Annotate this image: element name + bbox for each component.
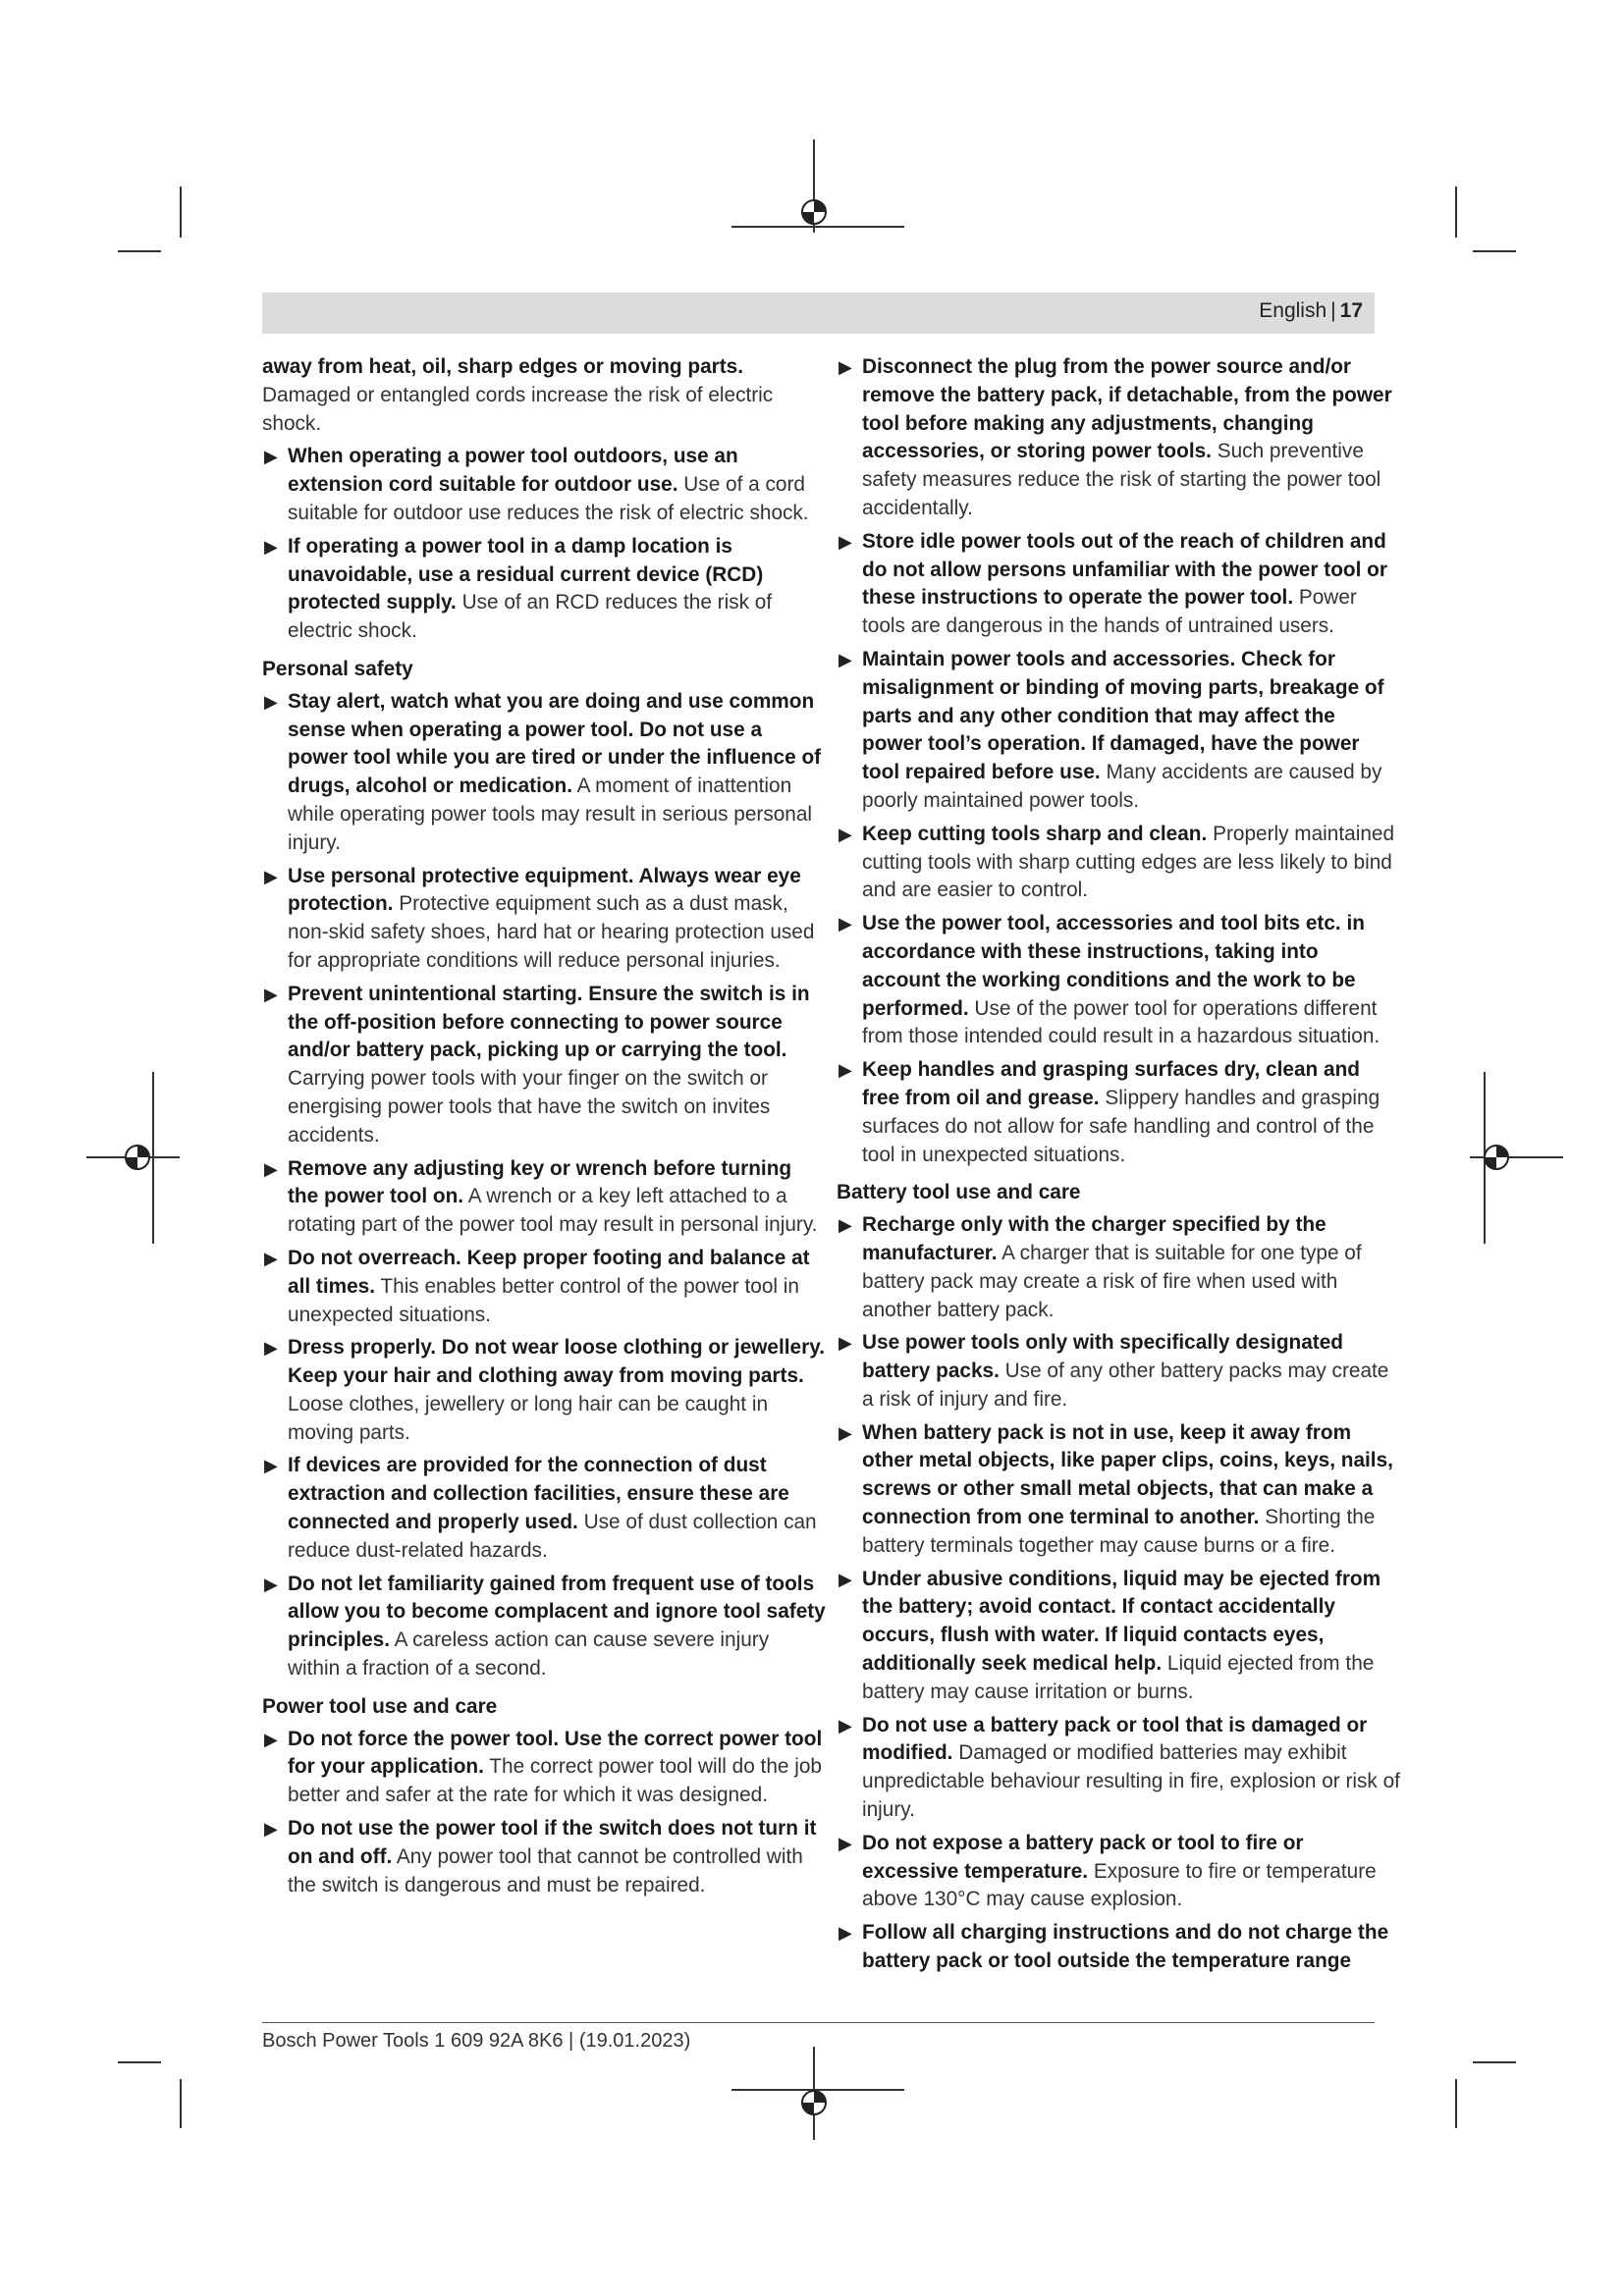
bullet-arrow-icon: ▶: [264, 691, 278, 712]
item-text: Such preventive safety measures reduce the risk of starting the power tool accidentally.: [862, 440, 1381, 519]
item-bold: Do not use a battery pack or tool that is damaged or modified.: [862, 1713, 1368, 1765]
item-text: Use of the power tool for operations different from those intended could result in a hazardous situation.: [862, 996, 1380, 1048]
list-item: [262, 981, 826, 1150]
registration-line: [731, 226, 904, 228]
item-bold: Remove any adjusting key or wrench before turning the power tool on.: [288, 1156, 792, 1208]
list-item: [262, 1155, 826, 1240]
bullet-arrow-icon: ▶: [839, 824, 852, 844]
list-item: [837, 1919, 1400, 1976]
item-bold: Use power tools only with specifically designated battery packs.: [862, 1331, 1343, 1383]
bullet-arrow-icon: ▶: [839, 1833, 852, 1853]
crop-mark: [118, 2061, 161, 2063]
list-item: [262, 1815, 826, 1899]
bullet-arrow-icon: ▶: [264, 1456, 278, 1476]
item-text: Protective equipment such as a dust mask, non-skid safety shoes, hard hat or hearing protection used for appropriate conditions will reduce personal injuries.: [288, 892, 815, 972]
list-item: [837, 1056, 1400, 1169]
continuation-paragraph: [262, 353, 826, 438]
registration-target-icon: [801, 199, 827, 225]
item-bold: Keep handles and grasping surfaces dry, clean and free from oil and grease.: [862, 1058, 1360, 1109]
crop-mark: [180, 2079, 182, 2128]
list-item: [837, 1566, 1400, 1707]
left-column: [262, 353, 826, 1904]
item-bold: Under abusive conditions, liquid may be ejected from the battery; avoid contact. If contact accidentally occurs, flush with water. If liquid contacts eyes, additionally seek medical help.: [862, 1567, 1381, 1676]
item-bold: When battery pack is not in use, keep it away from other metal objects, like paper clips, coins, keys, nails, screws or other small metal objects, that can make a connection from one terminal to another.: [862, 1420, 1393, 1529]
list-item: [837, 1830, 1400, 1914]
section-heading: Power tool use and care: [262, 1694, 498, 1718]
bullet-arrow-icon: ▶: [839, 1215, 852, 1236]
bullet-arrow-icon: ▶: [839, 357, 852, 377]
page-footer: Bosch Power Tools 1 609 92A 8K6 | (19.01.2023): [262, 2030, 691, 2052]
crop-mark: [1455, 2079, 1457, 2128]
crop-mark: [1473, 2061, 1516, 2063]
list-item: [837, 1211, 1400, 1324]
item-text: Loose clothes, jewellery or long hair can be caught in moving parts.: [288, 1392, 769, 1444]
bullet-arrow-icon: ▶: [264, 1574, 278, 1594]
item-text: A moment of inattention while operating power tools may result in serious personal injury.: [288, 774, 813, 854]
item-text: Power tools are dangerous in the hands of untrained users.: [862, 586, 1357, 638]
item-bold: Maintain power tools and accessories. Check for misalignment or binding of moving parts, breakage of parts and any other condition that may affect the power tool’s operation. If damaged, have the power tool repaired before use.: [862, 647, 1384, 784]
bullet-arrow-icon: ▶: [264, 984, 278, 1004]
crop-mark: [1455, 187, 1457, 238]
item-text: Properly maintained cutting tools with sharp cutting edges are less likely to bind and are easier to control.: [862, 822, 1395, 902]
item-text: Any power tool that cannot be controlled with the switch is dangerous and must be repaired.: [288, 1844, 803, 1896]
item-text: Many accidents are caused by poorly maintained power tools.: [862, 761, 1382, 812]
bullet-arrow-icon: ▶: [839, 531, 852, 552]
item-text: Carrying power tools with your finger on the switch or energising power tools that have the switch on invites accidents.: [288, 1067, 771, 1147]
header-label: [1259, 299, 1375, 323]
list-item: [837, 910, 1400, 1051]
item-bold: Store idle power tools out of the reach of children and do not allow persons unfamiliar with the power tool or these instructions to operate the power tool.: [862, 529, 1387, 610]
item-text: Liquid ejected from the battery may cause irritation or burns.: [862, 1652, 1375, 1703]
bullet-arrow-icon: ▶: [839, 649, 852, 669]
item-text: A careless action can cause severe injury within a fraction of a second.: [288, 1629, 770, 1681]
bullet-arrow-icon: ▶: [264, 1729, 278, 1749]
item-bold: Do not expose a battery pack or tool to fire or excessive temperature.: [862, 1831, 1304, 1883]
footer-divider: [262, 2022, 1375, 2023]
list-item: [262, 533, 826, 646]
header-language: English: [1259, 299, 1327, 322]
list-item: [262, 1571, 826, 1683]
bullet-arrow-icon: ▶: [839, 914, 852, 934]
item-bold: Do not use the power tool if the switch does not turn it on and off.: [288, 1817, 817, 1868]
item-bold: Do not overreach. Keep proper footing and balance at all times.: [288, 1246, 810, 1298]
item-bold: Disconnect the plug from the power source and/or remove the battery pack, if detachable, from the power tool before making any adjustments, changing accessories, or storing power tools.: [862, 355, 1392, 463]
item-bold: Stay alert, watch what you are doing and use common sense when operating a power tool. Do not use a power tool while you are tired or under the influence of drugs, alcohol or medication.: [288, 689, 822, 798]
item-text: A wrench or a key left attached to a rotating part of the power tool may result in personal injury.: [288, 1185, 818, 1237]
registration-target-icon: [125, 1145, 150, 1170]
item-text: This enables better control of the power tool in unexpected situations.: [288, 1274, 799, 1326]
item-text: Shorting the battery terminals together may cause burns or a fire.: [862, 1506, 1376, 1557]
item-bold: Use the power tool, accessories and tool bits etc. in accordance with these instructions, taking into account the working conditions and the work to be performed.: [862, 912, 1365, 1020]
registration-target-icon: [801, 2090, 827, 2115]
item-text: Use of a cord suitable for outdoor use reduces the risk of electric shock.: [288, 473, 809, 524]
item-bold: If operating a power tool in a damp location is unavoidable, use a residual current device (RCD) protected supply.: [288, 534, 764, 614]
section-heading: Personal safety: [262, 657, 413, 680]
item-text: Exposure to fire or temperature above 130°C may cause explosion.: [862, 1859, 1377, 1911]
list-item: [837, 821, 1400, 905]
item-text: Use of an RCD reduces the risk of electric shock.: [288, 591, 773, 643]
list-item: [262, 1334, 826, 1447]
bullet-arrow-icon: ▶: [839, 1060, 852, 1081]
item-text: Use of any other battery packs may create a risk of injury and fire.: [862, 1360, 1389, 1411]
bullet-arrow-icon: ▶: [264, 447, 278, 467]
bullet-arrow-icon: ▶: [839, 1422, 852, 1443]
item-bold: Follow all charging instructions and do not charge the battery pack or tool outside the temperature range: [862, 1921, 1389, 1973]
item-bold: Recharge only with the charger specified by the manufacturer.: [862, 1213, 1326, 1264]
item-bold: Keep cutting tools sharp and clean.: [862, 822, 1208, 845]
crop-mark: [118, 250, 161, 252]
list-item: [837, 528, 1400, 641]
bullet-arrow-icon: ▶: [839, 1923, 852, 1944]
bullet-arrow-icon: ▶: [264, 1248, 278, 1268]
bullet-arrow-icon: ▶: [264, 1158, 278, 1179]
list-item: [262, 1726, 826, 1810]
crop-mark: [180, 187, 182, 238]
bullet-arrow-icon: ▶: [839, 1715, 852, 1735]
item-bold: If devices are provided for the connection of dust extraction and collection facilities, ensure these are connected and properly used.: [288, 1454, 789, 1534]
list-item: [262, 688, 826, 858]
item-bold: Use personal protective equipment. Always wear eye protection.: [288, 864, 801, 916]
item-text: The correct power tool will do the job better and safer at the rate for which it was designed.: [288, 1755, 822, 1807]
list-item: [262, 1245, 826, 1329]
item-bold: Do not force the power tool. Use the correct power tool for your application.: [288, 1727, 823, 1779]
item-text: Use of dust collection can reduce dust-related hazards.: [288, 1511, 817, 1562]
list-item: [837, 1712, 1400, 1825]
list-item: [837, 1329, 1400, 1414]
item-bold: Dress properly. Do not wear loose clothing or jewellery. Keep your hair and clothing away from moving parts.: [288, 1336, 826, 1388]
page-header: [262, 293, 1375, 334]
header-separator: |: [1330, 299, 1336, 322]
bullet-arrow-icon: ▶: [264, 1819, 278, 1840]
item-bold: When operating a power tool outdoors, use an extension cord suitable for outdoor use.: [288, 445, 738, 497]
crop-mark: [1473, 250, 1516, 252]
bullet-arrow-icon: ▶: [839, 1569, 852, 1589]
item-bold: away from heat, oil, sharp edges or moving parts.: [262, 355, 744, 378]
bullet-arrow-icon: ▶: [264, 536, 278, 557]
item-bold: Do not let familiarity gained from frequent use of tools allow you to become complacent and ignore tool safety principles.: [288, 1572, 826, 1652]
item-text: Damaged or entangled cords increase the risk of electric shock.: [262, 383, 774, 435]
bullet-arrow-icon: ▶: [264, 1338, 278, 1359]
item-text: Slippery handles and grasping surfaces do not allow for safe handling and control of the tool in unexpected situations.: [862, 1086, 1380, 1166]
list-item: [262, 863, 826, 976]
item-text: A charger that is suitable for one type of battery pack may create a risk of fire when used with another battery pack.: [862, 1241, 1362, 1321]
page-number: 17: [1339, 299, 1363, 322]
list-item: [837, 646, 1400, 816]
section-heading: Battery tool use and care: [837, 1181, 1081, 1204]
list-item: [262, 443, 826, 527]
right-column: [837, 353, 1400, 1981]
list-item: [262, 1452, 826, 1565]
item-text: Damaged or modified batteries may exhibit unpredictable behaviour resulting in fire, explosion or risk of injury.: [862, 1741, 1400, 1822]
list-item: [837, 353, 1400, 523]
registration-target-icon: [1484, 1145, 1509, 1170]
bullet-arrow-icon: ▶: [264, 866, 278, 886]
item-bold: Prevent unintentional starting. Ensure the switch is in the off-position before connecting to power source and/or battery pack, picking up or carrying the tool.: [288, 982, 810, 1062]
bullet-arrow-icon: ▶: [839, 1333, 852, 1354]
list-item: [837, 1419, 1400, 1561]
